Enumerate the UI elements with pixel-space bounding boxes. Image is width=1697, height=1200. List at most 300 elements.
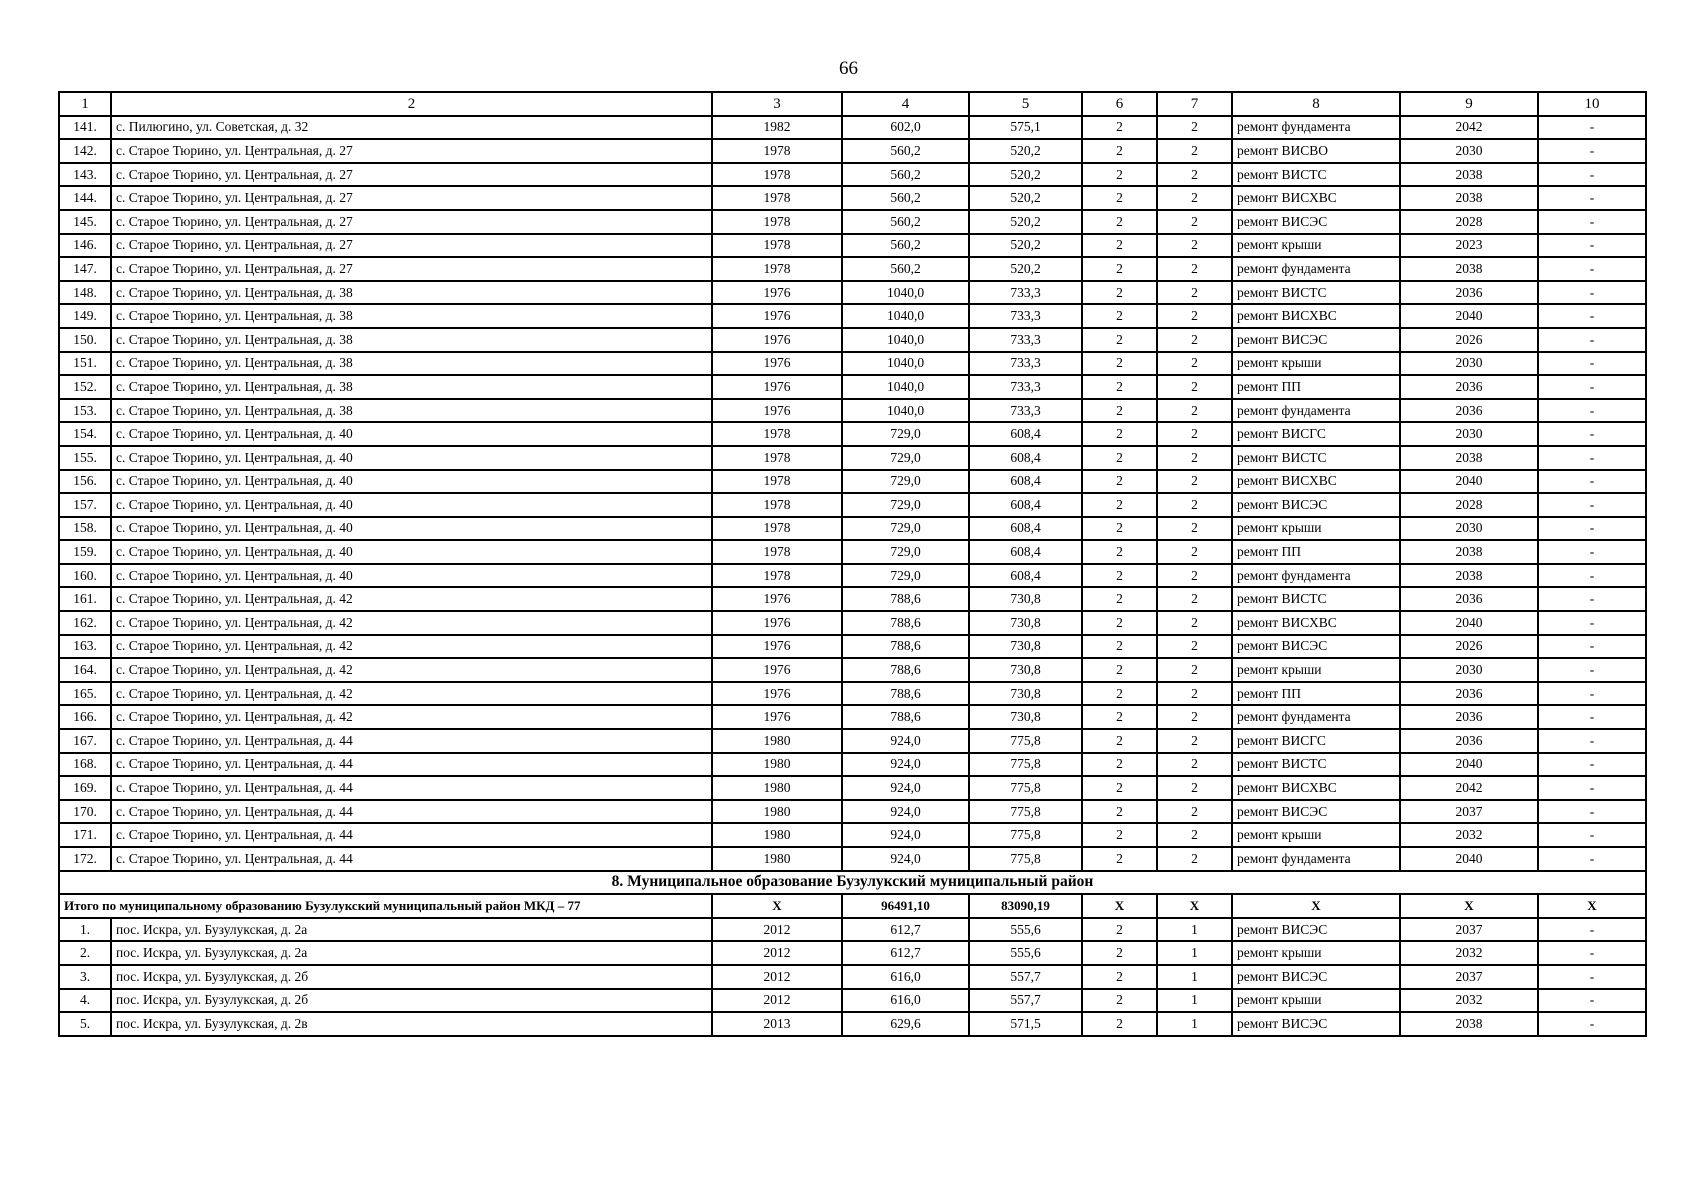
planned-year-cell: 2023 [1400, 234, 1538, 258]
note-cell: - [1538, 587, 1646, 611]
living-area-cell: 608,4 [969, 446, 1082, 470]
row-number-cell: 167. [59, 729, 111, 753]
section-block [59, 871, 1646, 918]
table-row [59, 800, 1646, 824]
work-type-cell: ремонт ВИСТС [1232, 163, 1400, 187]
floors-cell: 2 [1082, 800, 1157, 824]
floors-cell: 2 [1082, 234, 1157, 258]
address-cell: с. Старое Тюрино, ул. Центральная, д. 42 [111, 682, 712, 706]
note-cell: - [1538, 210, 1646, 234]
planned-year-cell: 2032 [1400, 823, 1538, 847]
total-area-cell: 788,6 [842, 587, 969, 611]
floors-cell: 2 [1082, 210, 1157, 234]
table-row [59, 682, 1646, 706]
address-cell: с. Старое Тюрино, ул. Центральная, д. 44 [111, 847, 712, 871]
year-built-cell: 1978 [712, 186, 842, 210]
table-row [59, 635, 1646, 659]
entrances-cell: 2 [1157, 705, 1232, 729]
living-area-cell: 775,8 [969, 847, 1082, 871]
table-row [59, 304, 1646, 328]
entrances-cell: 2 [1157, 587, 1232, 611]
table-body-first-part [59, 116, 1646, 871]
work-type-cell: ремонт ВИСХВС [1232, 186, 1400, 210]
table-row [59, 847, 1646, 871]
living-area-cell: 733,3 [969, 328, 1082, 352]
total-value-cell: Х [1232, 894, 1400, 918]
row-number-cell: 170. [59, 800, 111, 824]
table-row [59, 257, 1646, 281]
address-cell: с. Старое Тюрино, ул. Центральная, д. 38 [111, 304, 712, 328]
year-built-cell: 2012 [712, 965, 842, 989]
planned-year-cell: 2042 [1400, 776, 1538, 800]
year-built-cell: 1980 [712, 729, 842, 753]
note-cell: - [1538, 658, 1646, 682]
floors-cell: 2 [1082, 375, 1157, 399]
floors-cell: 2 [1082, 116, 1157, 140]
row-number-cell: 169. [59, 776, 111, 800]
row-number-cell: 5. [59, 1012, 111, 1036]
total-value-cell: Х [712, 894, 842, 918]
floors-cell: 2 [1082, 682, 1157, 706]
note-cell: - [1538, 257, 1646, 281]
note-cell: - [1538, 281, 1646, 305]
floors-cell: 2 [1082, 139, 1157, 163]
living-area-cell: 775,8 [969, 776, 1082, 800]
living-area-cell: 775,8 [969, 729, 1082, 753]
total-area-cell: 788,6 [842, 611, 969, 635]
total-area-cell: 924,0 [842, 729, 969, 753]
total-area-cell: 924,0 [842, 847, 969, 871]
floors-cell: 2 [1082, 517, 1157, 541]
note-cell: - [1538, 540, 1646, 564]
note-cell: - [1538, 682, 1646, 706]
entrances-cell: 1 [1157, 989, 1232, 1013]
planned-year-cell: 2040 [1400, 847, 1538, 871]
work-type-cell: ремонт фундамента [1232, 116, 1400, 140]
row-number-cell: 142. [59, 139, 111, 163]
living-area-cell: 520,2 [969, 257, 1082, 281]
work-type-cell: ремонт ВИСЭС [1232, 210, 1400, 234]
entrances-cell: 2 [1157, 116, 1232, 140]
living-area-cell: 608,4 [969, 517, 1082, 541]
row-number-cell: 3. [59, 965, 111, 989]
work-type-cell: ремонт фундамента [1232, 399, 1400, 423]
year-built-cell: 1978 [712, 422, 842, 446]
floors-cell: 2 [1082, 729, 1157, 753]
note-cell: - [1538, 847, 1646, 871]
year-built-cell: 1976 [712, 705, 842, 729]
floors-cell: 2 [1082, 304, 1157, 328]
note-cell: - [1538, 823, 1646, 847]
table-row [59, 941, 1646, 965]
note-cell: - [1538, 352, 1646, 376]
entrances-cell: 2 [1157, 847, 1232, 871]
floors-cell: 2 [1082, 776, 1157, 800]
total-area-cell: 1040,0 [842, 352, 969, 376]
total-area-cell: 1040,0 [842, 328, 969, 352]
address-cell: с. Старое Тюрино, ул. Центральная, д. 42 [111, 635, 712, 659]
address-cell: пос. Искра, ул. Бузулукская, д. 2а [111, 941, 712, 965]
total-area-cell: 729,0 [842, 517, 969, 541]
work-type-cell: ремонт ВИСХВС [1232, 304, 1400, 328]
note-cell: - [1538, 989, 1646, 1013]
row-number-cell: 150. [59, 328, 111, 352]
note-cell: - [1538, 375, 1646, 399]
table-header [59, 92, 1646, 116]
table-row [59, 139, 1646, 163]
floors-cell: 2 [1082, 635, 1157, 659]
row-number-cell: 147. [59, 257, 111, 281]
planned-year-cell: 2038 [1400, 564, 1538, 588]
address-cell: с. Старое Тюрино, ул. Центральная, д. 40 [111, 517, 712, 541]
address-cell: пос. Искра, ул. Бузулукская, д. 2б [111, 989, 712, 1013]
note-cell: - [1538, 918, 1646, 942]
floors-cell: 2 [1082, 281, 1157, 305]
planned-year-cell: 2038 [1400, 1012, 1538, 1036]
entrances-cell: 2 [1157, 257, 1232, 281]
work-type-cell: ремонт фундамента [1232, 847, 1400, 871]
entrances-cell: 2 [1157, 186, 1232, 210]
note-cell: - [1538, 611, 1646, 635]
year-built-cell: 1976 [712, 352, 842, 376]
note-cell: - [1538, 776, 1646, 800]
row-number-cell: 158. [59, 517, 111, 541]
year-built-cell: 1978 [712, 139, 842, 163]
total-area-cell: 560,2 [842, 234, 969, 258]
note-cell: - [1538, 399, 1646, 423]
planned-year-cell: 2037 [1400, 800, 1538, 824]
total-area-cell: 788,6 [842, 705, 969, 729]
row-number-cell: 148. [59, 281, 111, 305]
planned-year-cell: 2037 [1400, 965, 1538, 989]
living-area-cell: 520,2 [969, 139, 1082, 163]
entrances-cell: 2 [1157, 493, 1232, 517]
total-area-cell: 729,0 [842, 564, 969, 588]
floors-cell: 2 [1082, 965, 1157, 989]
planned-year-cell: 2030 [1400, 352, 1538, 376]
work-type-cell: ремонт крыши [1232, 517, 1400, 541]
table-row [59, 823, 1646, 847]
year-built-cell: 1976 [712, 375, 842, 399]
address-cell: с. Старое Тюрино, ул. Центральная, д. 38 [111, 352, 712, 376]
floors-cell: 2 [1082, 257, 1157, 281]
total-area-cell: 788,6 [842, 635, 969, 659]
year-built-cell: 1980 [712, 847, 842, 871]
year-built-cell: 1976 [712, 682, 842, 706]
column-number-2: 2 [111, 92, 712, 116]
total-area-cell: 1040,0 [842, 281, 969, 305]
year-built-cell: 1980 [712, 800, 842, 824]
year-built-cell: 1980 [712, 753, 842, 777]
floors-cell: 2 [1082, 823, 1157, 847]
living-area-cell: 608,4 [969, 470, 1082, 494]
address-cell: с. Старое Тюрино, ул. Центральная, д. 27 [111, 234, 712, 258]
address-cell: с. Старое Тюрино, ул. Центральная, д. 40 [111, 470, 712, 494]
work-type-cell: ремонт ВИСЭС [1232, 1012, 1400, 1036]
address-cell: с. Старое Тюрино, ул. Центральная, д. 40 [111, 422, 712, 446]
living-area-cell: 775,8 [969, 753, 1082, 777]
column-number-5: 5 [969, 92, 1082, 116]
living-area-cell: 575,1 [969, 116, 1082, 140]
table-row [59, 729, 1646, 753]
table-row [59, 658, 1646, 682]
planned-year-cell: 2026 [1400, 635, 1538, 659]
year-built-cell: 1976 [712, 611, 842, 635]
year-built-cell: 1978 [712, 210, 842, 234]
address-cell: с. Старое Тюрино, ул. Центральная, д. 27 [111, 139, 712, 163]
year-built-cell: 1978 [712, 234, 842, 258]
total-area-cell: 729,0 [842, 540, 969, 564]
row-number-cell: 171. [59, 823, 111, 847]
planned-year-cell: 2040 [1400, 753, 1538, 777]
entrances-cell: 1 [1157, 918, 1232, 942]
planned-year-cell: 2036 [1400, 281, 1538, 305]
total-area-cell: 612,7 [842, 941, 969, 965]
work-type-cell: ремонт ВИСТС [1232, 753, 1400, 777]
living-area-cell: 730,8 [969, 587, 1082, 611]
entrances-cell: 2 [1157, 352, 1232, 376]
table-row [59, 116, 1646, 140]
row-number-cell: 2. [59, 941, 111, 965]
address-cell: пос. Искра, ул. Бузулукская, д. 2б [111, 965, 712, 989]
address-cell: с. Старое Тюрино, ул. Центральная, д. 27 [111, 257, 712, 281]
work-type-cell: ремонт ВИСТС [1232, 281, 1400, 305]
total-value-cell: Х [1157, 894, 1232, 918]
planned-year-cell: 2038 [1400, 446, 1538, 470]
floors-cell: 2 [1082, 705, 1157, 729]
work-type-cell: ремонт ВИСХВС [1232, 611, 1400, 635]
total-area-cell: 616,0 [842, 989, 969, 1013]
entrances-cell: 2 [1157, 682, 1232, 706]
planned-year-cell: 2038 [1400, 540, 1538, 564]
column-number-row [59, 92, 1646, 116]
table-row [59, 352, 1646, 376]
total-value-cell: Х [1082, 894, 1157, 918]
table-row [59, 210, 1646, 234]
row-number-cell: 156. [59, 470, 111, 494]
entrances-cell: 2 [1157, 729, 1232, 753]
work-type-cell: ремонт ПП [1232, 682, 1400, 706]
planned-year-cell: 2030 [1400, 658, 1538, 682]
total-area-cell: 1040,0 [842, 304, 969, 328]
address-cell: с. Старое Тюрино, ул. Центральная, д. 40 [111, 564, 712, 588]
year-built-cell: 1976 [712, 281, 842, 305]
entrances-cell: 2 [1157, 328, 1232, 352]
entrances-cell: 2 [1157, 234, 1232, 258]
address-cell: с. Старое Тюрино, ул. Центральная, д. 44 [111, 800, 712, 824]
entrances-cell: 2 [1157, 375, 1232, 399]
note-cell: - [1538, 965, 1646, 989]
floors-cell: 2 [1082, 352, 1157, 376]
total-area-cell: 729,0 [842, 422, 969, 446]
row-number-cell: 151. [59, 352, 111, 376]
living-area-cell: 730,8 [969, 705, 1082, 729]
note-cell: - [1538, 1012, 1646, 1036]
table-row [59, 705, 1646, 729]
year-built-cell: 1976 [712, 304, 842, 328]
table-row [59, 965, 1646, 989]
column-number-8: 8 [1232, 92, 1400, 116]
entrances-cell: 2 [1157, 422, 1232, 446]
note-cell: - [1538, 139, 1646, 163]
row-number-cell: 163. [59, 635, 111, 659]
entrances-cell: 1 [1157, 1012, 1232, 1036]
address-cell: с. Старое Тюрино, ул. Центральная, д. 42 [111, 705, 712, 729]
row-number-cell: 166. [59, 705, 111, 729]
planned-year-cell: 2038 [1400, 257, 1538, 281]
planned-year-cell: 2042 [1400, 116, 1538, 140]
row-number-cell: 143. [59, 163, 111, 187]
column-number-9: 9 [1400, 92, 1538, 116]
total-area-cell: 729,0 [842, 493, 969, 517]
address-cell: с. Старое Тюрино, ул. Центральная, д. 44 [111, 776, 712, 800]
planned-year-cell: 2028 [1400, 493, 1538, 517]
table-row [59, 186, 1646, 210]
note-cell: - [1538, 941, 1646, 965]
total-area-cell: 1040,0 [842, 375, 969, 399]
living-area-cell: 608,4 [969, 493, 1082, 517]
table-row [59, 234, 1646, 258]
note-cell: - [1538, 517, 1646, 541]
address-cell: пос. Искра, ул. Бузулукская, д. 2в [111, 1012, 712, 1036]
row-number-cell: 1. [59, 918, 111, 942]
total-area-cell: 924,0 [842, 753, 969, 777]
note-cell: - [1538, 753, 1646, 777]
table-row [59, 375, 1646, 399]
work-type-cell: ремонт ВИСЭС [1232, 965, 1400, 989]
address-cell: с. Старое Тюрино, ул. Центральная, д. 38 [111, 375, 712, 399]
row-number-cell: 162. [59, 611, 111, 635]
total-area-cell: 602,0 [842, 116, 969, 140]
planned-year-cell: 2030 [1400, 422, 1538, 446]
entrances-cell: 2 [1157, 470, 1232, 494]
year-built-cell: 2012 [712, 918, 842, 942]
address-cell: с. Старое Тюрино, ул. Центральная, д. 27 [111, 210, 712, 234]
planned-year-cell: 2036 [1400, 729, 1538, 753]
address-cell: с. Старое Тюрино, ул. Центральная, д. 38 [111, 281, 712, 305]
total-area-cell: 924,0 [842, 823, 969, 847]
address-cell: с. Старое Тюрино, ул. Центральная, д. 40 [111, 540, 712, 564]
total-area-cell: 924,0 [842, 800, 969, 824]
planned-year-cell: 2036 [1400, 375, 1538, 399]
work-type-cell: ремонт ВИСЭС [1232, 328, 1400, 352]
note-cell: - [1538, 470, 1646, 494]
work-type-cell: ремонт фундамента [1232, 564, 1400, 588]
floors-cell: 2 [1082, 328, 1157, 352]
row-number-cell: 152. [59, 375, 111, 399]
planned-year-cell: 2036 [1400, 399, 1538, 423]
work-type-cell: ремонт ВИСГС [1232, 729, 1400, 753]
living-area-cell: 557,7 [969, 965, 1082, 989]
row-number-cell: 159. [59, 540, 111, 564]
table-row [59, 470, 1646, 494]
total-area-cell: 616,0 [842, 965, 969, 989]
entrances-cell: 2 [1157, 611, 1232, 635]
address-cell: с. Старое Тюрино, ул. Центральная, д. 40 [111, 446, 712, 470]
note-cell: - [1538, 116, 1646, 140]
floors-cell: 2 [1082, 611, 1157, 635]
entrances-cell: 1 [1157, 965, 1232, 989]
address-cell: с. Старое Тюрино, ул. Центральная, д. 27 [111, 163, 712, 187]
living-area-cell: 730,8 [969, 682, 1082, 706]
note-cell: - [1538, 564, 1646, 588]
year-built-cell: 2012 [712, 941, 842, 965]
table-row [59, 328, 1646, 352]
work-type-cell: ремонт крыши [1232, 352, 1400, 376]
total-row [59, 894, 1646, 918]
work-type-cell: ремонт ВИСЭС [1232, 800, 1400, 824]
total-area-cell: 629,6 [842, 1012, 969, 1036]
row-number-cell: 157. [59, 493, 111, 517]
living-area-cell: 571,5 [969, 1012, 1082, 1036]
planned-year-cell: 2032 [1400, 989, 1538, 1013]
table-row [59, 776, 1646, 800]
living-area-cell: 730,8 [969, 658, 1082, 682]
table-row [59, 1012, 1646, 1036]
work-type-cell: ремонт ВИСТС [1232, 587, 1400, 611]
section-title: 8. Муниципальное образование Бузулукский муниципальный район [59, 871, 1646, 895]
entrances-cell: 2 [1157, 139, 1232, 163]
note-cell: - [1538, 422, 1646, 446]
living-area-cell: 730,8 [969, 635, 1082, 659]
planned-year-cell: 2038 [1400, 163, 1538, 187]
planned-year-cell: 2028 [1400, 210, 1538, 234]
address-cell: с. Старое Тюрино, ул. Центральная, д. 42 [111, 587, 712, 611]
living-area-cell: 557,7 [969, 989, 1082, 1013]
work-type-cell: ремонт ПП [1232, 540, 1400, 564]
total-area-cell: 729,0 [842, 470, 969, 494]
floors-cell: 2 [1082, 918, 1157, 942]
row-number-cell: 164. [59, 658, 111, 682]
planned-year-cell: 2040 [1400, 304, 1538, 328]
note-cell: - [1538, 186, 1646, 210]
work-type-cell: ремонт крыши [1232, 989, 1400, 1013]
note-cell: - [1538, 304, 1646, 328]
living-area-cell: 775,8 [969, 800, 1082, 824]
note-cell: - [1538, 234, 1646, 258]
row-number-cell: 160. [59, 564, 111, 588]
row-number-cell: 144. [59, 186, 111, 210]
note-cell: - [1538, 328, 1646, 352]
address-cell: с. Старое Тюрино, ул. Центральная, д. 40 [111, 493, 712, 517]
planned-year-cell: 2030 [1400, 139, 1538, 163]
year-built-cell: 1978 [712, 493, 842, 517]
table-row [59, 918, 1646, 942]
floors-cell: 2 [1082, 422, 1157, 446]
year-built-cell: 2012 [712, 989, 842, 1013]
address-cell: с. Старое Тюрино, ул. Центральная, д. 38 [111, 399, 712, 423]
entrances-cell: 2 [1157, 517, 1232, 541]
planned-year-cell: 2026 [1400, 328, 1538, 352]
total-area-cell: 560,2 [842, 139, 969, 163]
table-row [59, 493, 1646, 517]
living-area-cell: 520,2 [969, 210, 1082, 234]
entrances-cell: 2 [1157, 399, 1232, 423]
table-row [59, 611, 1646, 635]
year-built-cell: 1980 [712, 823, 842, 847]
total-area-cell: 729,0 [842, 446, 969, 470]
living-area-cell: 730,8 [969, 611, 1082, 635]
work-type-cell: ремонт фундамента [1232, 705, 1400, 729]
address-cell: с. Пилюгино, ул. Советская, д. 32 [111, 116, 712, 140]
total-area-cell: 924,0 [842, 776, 969, 800]
section-title-row [59, 871, 1646, 895]
year-built-cell: 1980 [712, 776, 842, 800]
entrances-cell: 2 [1157, 800, 1232, 824]
column-number-4: 4 [842, 92, 969, 116]
floors-cell: 2 [1082, 399, 1157, 423]
floors-cell: 2 [1082, 446, 1157, 470]
